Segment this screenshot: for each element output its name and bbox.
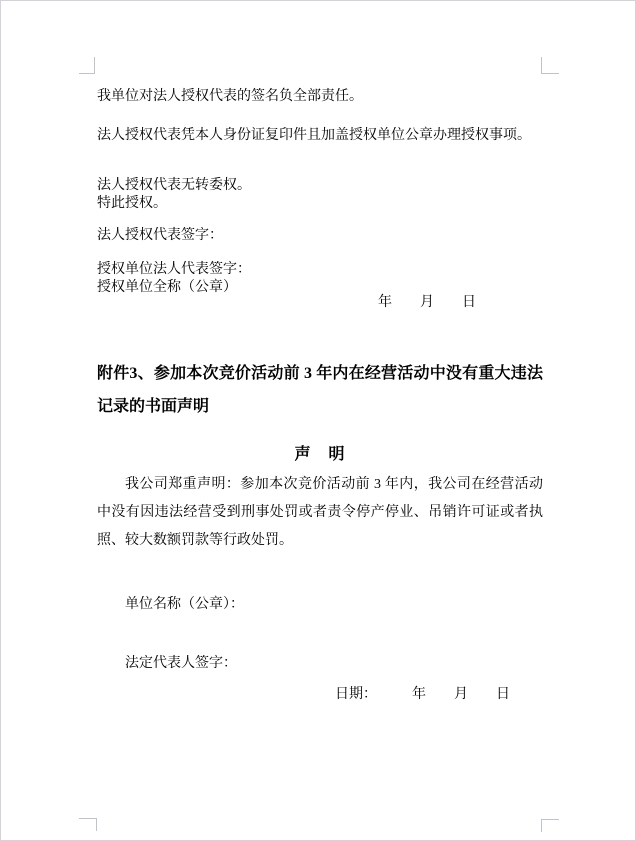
attachment3-unit-name-label: 单位名称（公章）： xyxy=(125,597,244,612)
auth-date-blank: 年 月 日 xyxy=(378,295,476,310)
attachment3-heading: 附件3、参加本次竞价活动前 3 年内在经营活动中没有重大违法记录的书面声明 xyxy=(97,365,543,415)
auth-no-delegation-line: 法人授权代表无转委权。 xyxy=(97,178,251,193)
attachment3-title: 声 明 xyxy=(294,446,346,463)
attachment3-legal-rep-signature-label: 法定代表人签字： xyxy=(125,656,237,671)
crop-mark-top-left xyxy=(79,57,95,74)
crop-mark-bottom-right xyxy=(541,819,559,832)
auth-id-card-line: 法人授权代表凭本人身份证复印件且加盖授权单位公章办理授权事项。 xyxy=(97,128,531,143)
auth-responsibility-line: 我单位对法人授权代表的签名负全部责任。 xyxy=(97,89,363,104)
attachment3-date-blank: 日期： 年 月 日 xyxy=(335,687,510,702)
attachment3-declaration: 我公司郑重声明：参加本次竞价活动前 3 年内，我公司在经营活动中没有因违法经营受到刑事处罚或者责令停产停业、吊销许可证或者执照、较大数额罚款等行政处罚。 xyxy=(97,477,543,548)
auth-hereby-line: 特此授权。 xyxy=(97,196,167,211)
crop-mark-top-right xyxy=(541,57,559,74)
auth-unit-full-name-label: 授权单位全称（公章） xyxy=(97,280,237,295)
crop-mark-bottom-left xyxy=(79,818,97,831)
auth-agent-signature-label: 法人授权代表签字： xyxy=(97,228,223,243)
auth-legal-rep-signature-label: 授权单位法人代表签字： xyxy=(97,262,251,277)
